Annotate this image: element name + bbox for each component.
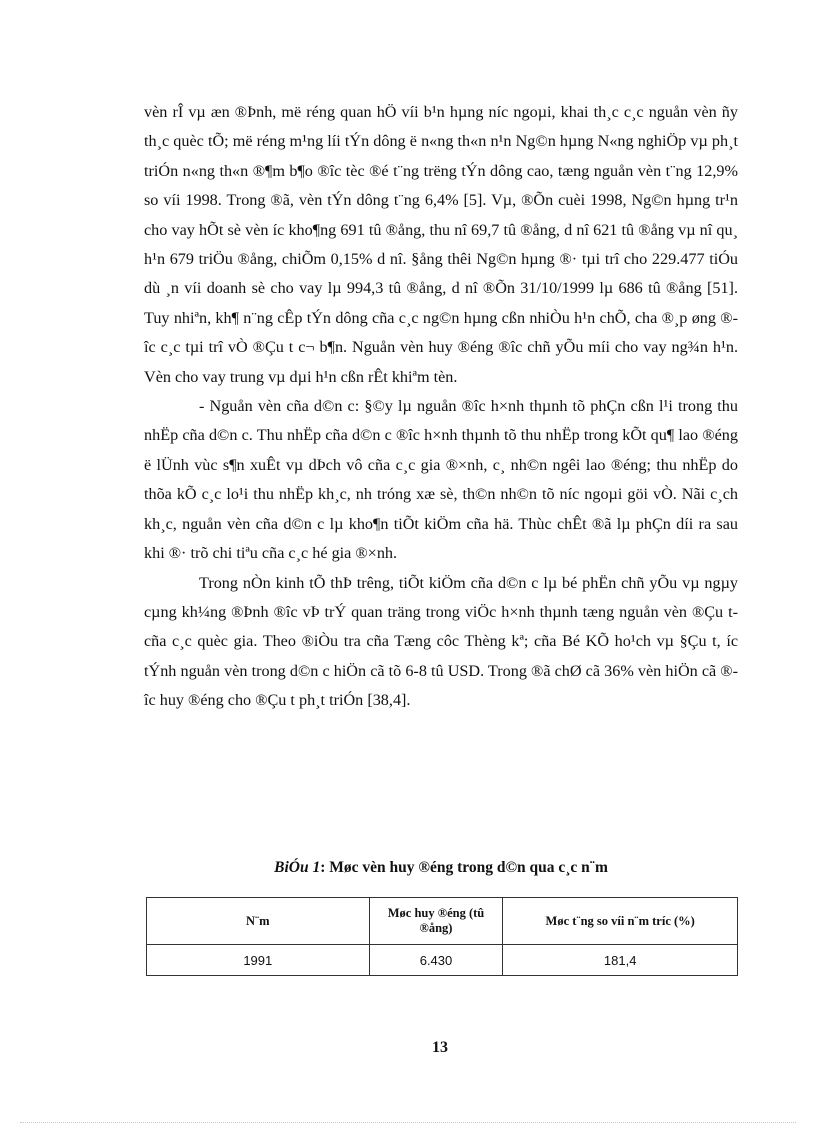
table-header-amount: Møc huy ®éng (tû ®ång) (369, 898, 503, 945)
page-number: 13 (432, 1039, 448, 1056)
data-table (146, 897, 738, 976)
table-cell-amount: 6.430 (369, 945, 503, 976)
table-row (147, 945, 738, 976)
body-text (144, 98, 738, 716)
table-cell-year: 1991 (147, 945, 370, 976)
table-caption-label: BiÓu 1 (274, 859, 321, 876)
table-cell-growth: 181,4 (503, 945, 738, 976)
table-caption-text: : Møc vèn huy ®éng trong d©n qua c¸c n¨m (320, 859, 608, 876)
table-header-growth: Møc t¨ng so víi n¨m tríc (%) (503, 898, 738, 945)
table-header-row (147, 898, 738, 945)
paragraph-3: Trong nÒn kinh tÕ thÞ trêng, tiÕt kiÖm cña d©n c lµ bé phËn chñ yÕu vµ ngµy cµng kh¼ng ®Þnh ®îc vÞ trÝ quan träng trong viÖc h×nh thµnh tæng nguån vèn ®Çu t cña c¸c quèc gia. Theo ®iÒu tra cña Tæng côc Thèng kª; cña Bé KÕ ho¹ch vµ §Çu t, íc tÝnh nguån vèn trong d©n c hiÖn cã tõ 6-8 tû USD. Trong ®ã chØ cã 36% vèn hiÖn cã ®îc huy ®éng cho ®Çu t ph¸t triÓn [38,4]. (144, 573, 738, 710)
table-caption (144, 855, 738, 881)
table-header-year: N¨m (147, 898, 370, 945)
paragraph-2: - Nguån vèn cña d©n c: §©y lµ nguån ®îc h×nh thµnh tõ phÇn cßn l¹i trong thu nhËp cña d©n c. Thu nhËp cña d©n c ®îc h×nh thµnh tõ thu nhËp trong kÕt qu¶ lao ®éng ë lÜnh vùc s¶n xuÊt vµ dÞch vô cña c¸c gia ®×nh, c¸ nh©n ngêi lao ®éng; thu nhËp do thõa kÕ c¸c lo¹i thu nhËp kh¸c, nh tróng xæ sè, th©n nh©n tõ níc ngoµi göi vÒ. Nãi c¸ch kh¸c, nguån vèn cña d©n c lµ kho¶n tiÕt kiÖm cña hä. Thùc chÊt ®ã lµ phÇn díi ra sau khi ®· trõ chi tiªu cña c¸c hé gia ®×nh. (144, 397, 738, 563)
paragraph-1: vèn rÎ vµ æn ®Þnh, më réng quan hÖ víi b¹n hµng níc ngoµi, khai th¸c c¸c nguån vèn ñy th¸c quèc tÕ; më réng m¹ng líi tÝn dông ë n«ng th«n n¹n Ng©n hµng N«ng nghiÖp vµ ph¸t triÓn n«ng th«n ®¶m b¶o ®îc tèc ®é t¨ng trëng tÝn dông cao, tæng nguån vèn t¨ng 12,9% so víi 1998. Trong ®ã, vèn tÝn dông t¨ng 6,4% [5]. Vµ, ®Õn cuèi 1998, Ng©n hµng tr¹n cho vay hÕt sè vèn íc kho¶ng 691 tû ®ång, thu nî 69,7 tû ®ång, d nî 621 tû ®ång vµ nî qu¸ h¹n 679 triÖu ®ång, chiÕm 0,15% d nî. §ång thêi Ng©n hµng ®· tµi trî cho 229.477 tiÓu dù ¸n víi doanh sè cho vay lµ 994,3 tû ®ång, d nî ®Õn 31/10/1999 lµ 686 tû ®ång [51]. Tuy nhiªn, kh¶ n¨ng cÊp tÝn dông cña c¸c ng©n hµng cßn nhiÒu h¹n chÕ, cha ®¸p øng ®îc c¸c tµi trî vÒ ®Çu t c¬ b¶n. Nguån vèn huy ®éng ®îc chñ yÕu míi cho vay ng¾n h¹n. Vèn cho vay trung vµ dµi h¹n cßn rÊt khiªm tèn. (144, 103, 738, 386)
